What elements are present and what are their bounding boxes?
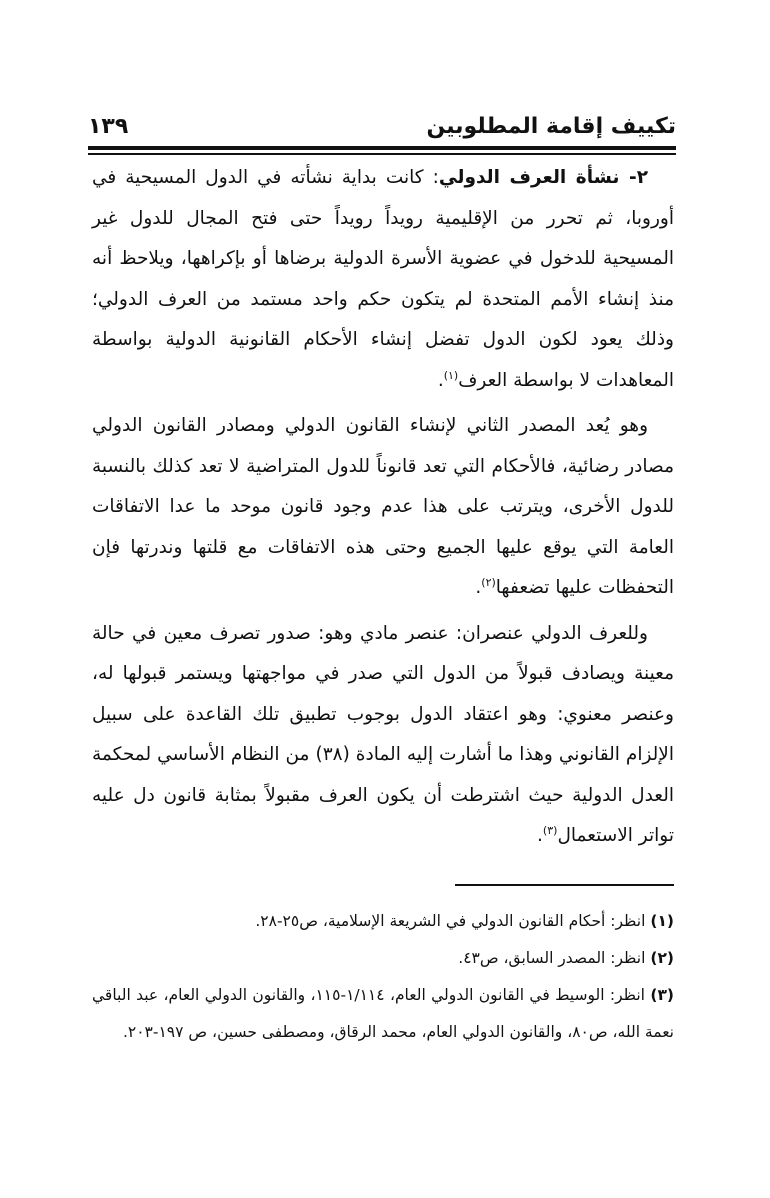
paragraph-2-text: وهو يُعد المصدر الثاني لإنشاء القانون الدولي ومصادر القانون الدولي مصادر رضائية، فالأحكام التي تعد قانوناً للدول المتراضية لا تعد كذلك بالنسبة للدول الأخرى، ويترتب على هذا عدم وجود قانون موحد ما عدا الاتفاقات العامة التي يوقع عليها الجميع وحتى هذه الاتفاقات مع قلتها وندرتها فإن التحفظات عليها تضعفها [92,415,674,598]
footnote-3-number: (٣) [650,986,674,1004]
paragraph-1-lead: ٢- نشأة العرف الدولي [438,167,648,188]
footnote-ref-1[interactable]: (١) [443,368,459,382]
footnotes [92,903,674,1051]
footnote-3 [92,977,674,1051]
paragraph-2-tail: . [475,577,482,598]
body-text [92,158,674,862]
footnote-ref-2[interactable]: (٢) [481,575,496,589]
footnote-2-number: (٢) [650,949,674,967]
footnote-separator [455,884,674,886]
paragraph-2 [92,406,674,609]
footnote-3-text: انظر: الوسيط في القانون الدولي العام، ١/١١٤-١١٥، والقانون الدولي العام، عبد الباقي نعمة الله، ص٨٠، والقانون الدولي العام، محمد الرقاق، ومصطفى حسين، ص ١٩٧-٢٠٣. [92,986,674,1041]
page-header [88,108,676,148]
footnote-2 [92,940,674,977]
paragraph-3-text: وللعرف الدولي عنصران: عنصر مادي وهو: صدور تصرف معين في حالة معينة ويصادف قبولاً من الدول التي صدر في مواجهتها ويستمر قبولها له، وعنصر معنوي: وهو اعتقاد الدول بوجوب تطبيق تلك القاعدة على سبيل الإلزام القانوني وهذا ما أشارت إليه المادة (٣٨) من النظام الأساسي لمحكمة العدل الدولية حيث اشترطت أن يكون العرف مقبولاً بمثابة قانون دل عليه تواتر الاستعمال [92,622,675,846]
paragraph-1-text: : كانت بداية نشأته في الدول المسيحية في أوروبا، ثم تحرر من الإقليمية رويداً رويداً حتى فتح المجال للدول غير المسيحية للدخول في عضوية الأسرة الدولية برضاها أو بإكراهها، ويلاحظ أنه منذ إنشاء الأمم المتحدة لم يتكون حكم واحد مستمد من العرف الدولي؛ وذلك يعود لكون الدول تفضل إنشاء الأحكام القانونية الدولية بواسطة المعاهدات لا بواسطة العرف [92,167,674,391]
footnote-1-number: (١) [650,912,674,930]
paragraph-3-tail: . [537,825,543,846]
footnote-1-text: انظر: أحكام القانون الدولي في الشريعة الإسلامية، ص٢٥-٢٨. [255,912,646,930]
header-rule-thin [88,153,676,155]
footnote-1 [92,903,674,940]
running-title: تكييف إقامة المطلوبين [426,114,676,139]
page-number: ١٣٩ [88,114,129,139]
paragraph-3 [92,614,674,857]
header-rule-thick [88,146,676,150]
footnote-ref-3[interactable]: (٣) [542,823,558,837]
footnote-2-text: انظر: المصدر السابق، ص٤٣. [458,949,646,967]
paragraph-1-tail: . [437,369,444,391]
paragraph-1 [92,158,674,401]
